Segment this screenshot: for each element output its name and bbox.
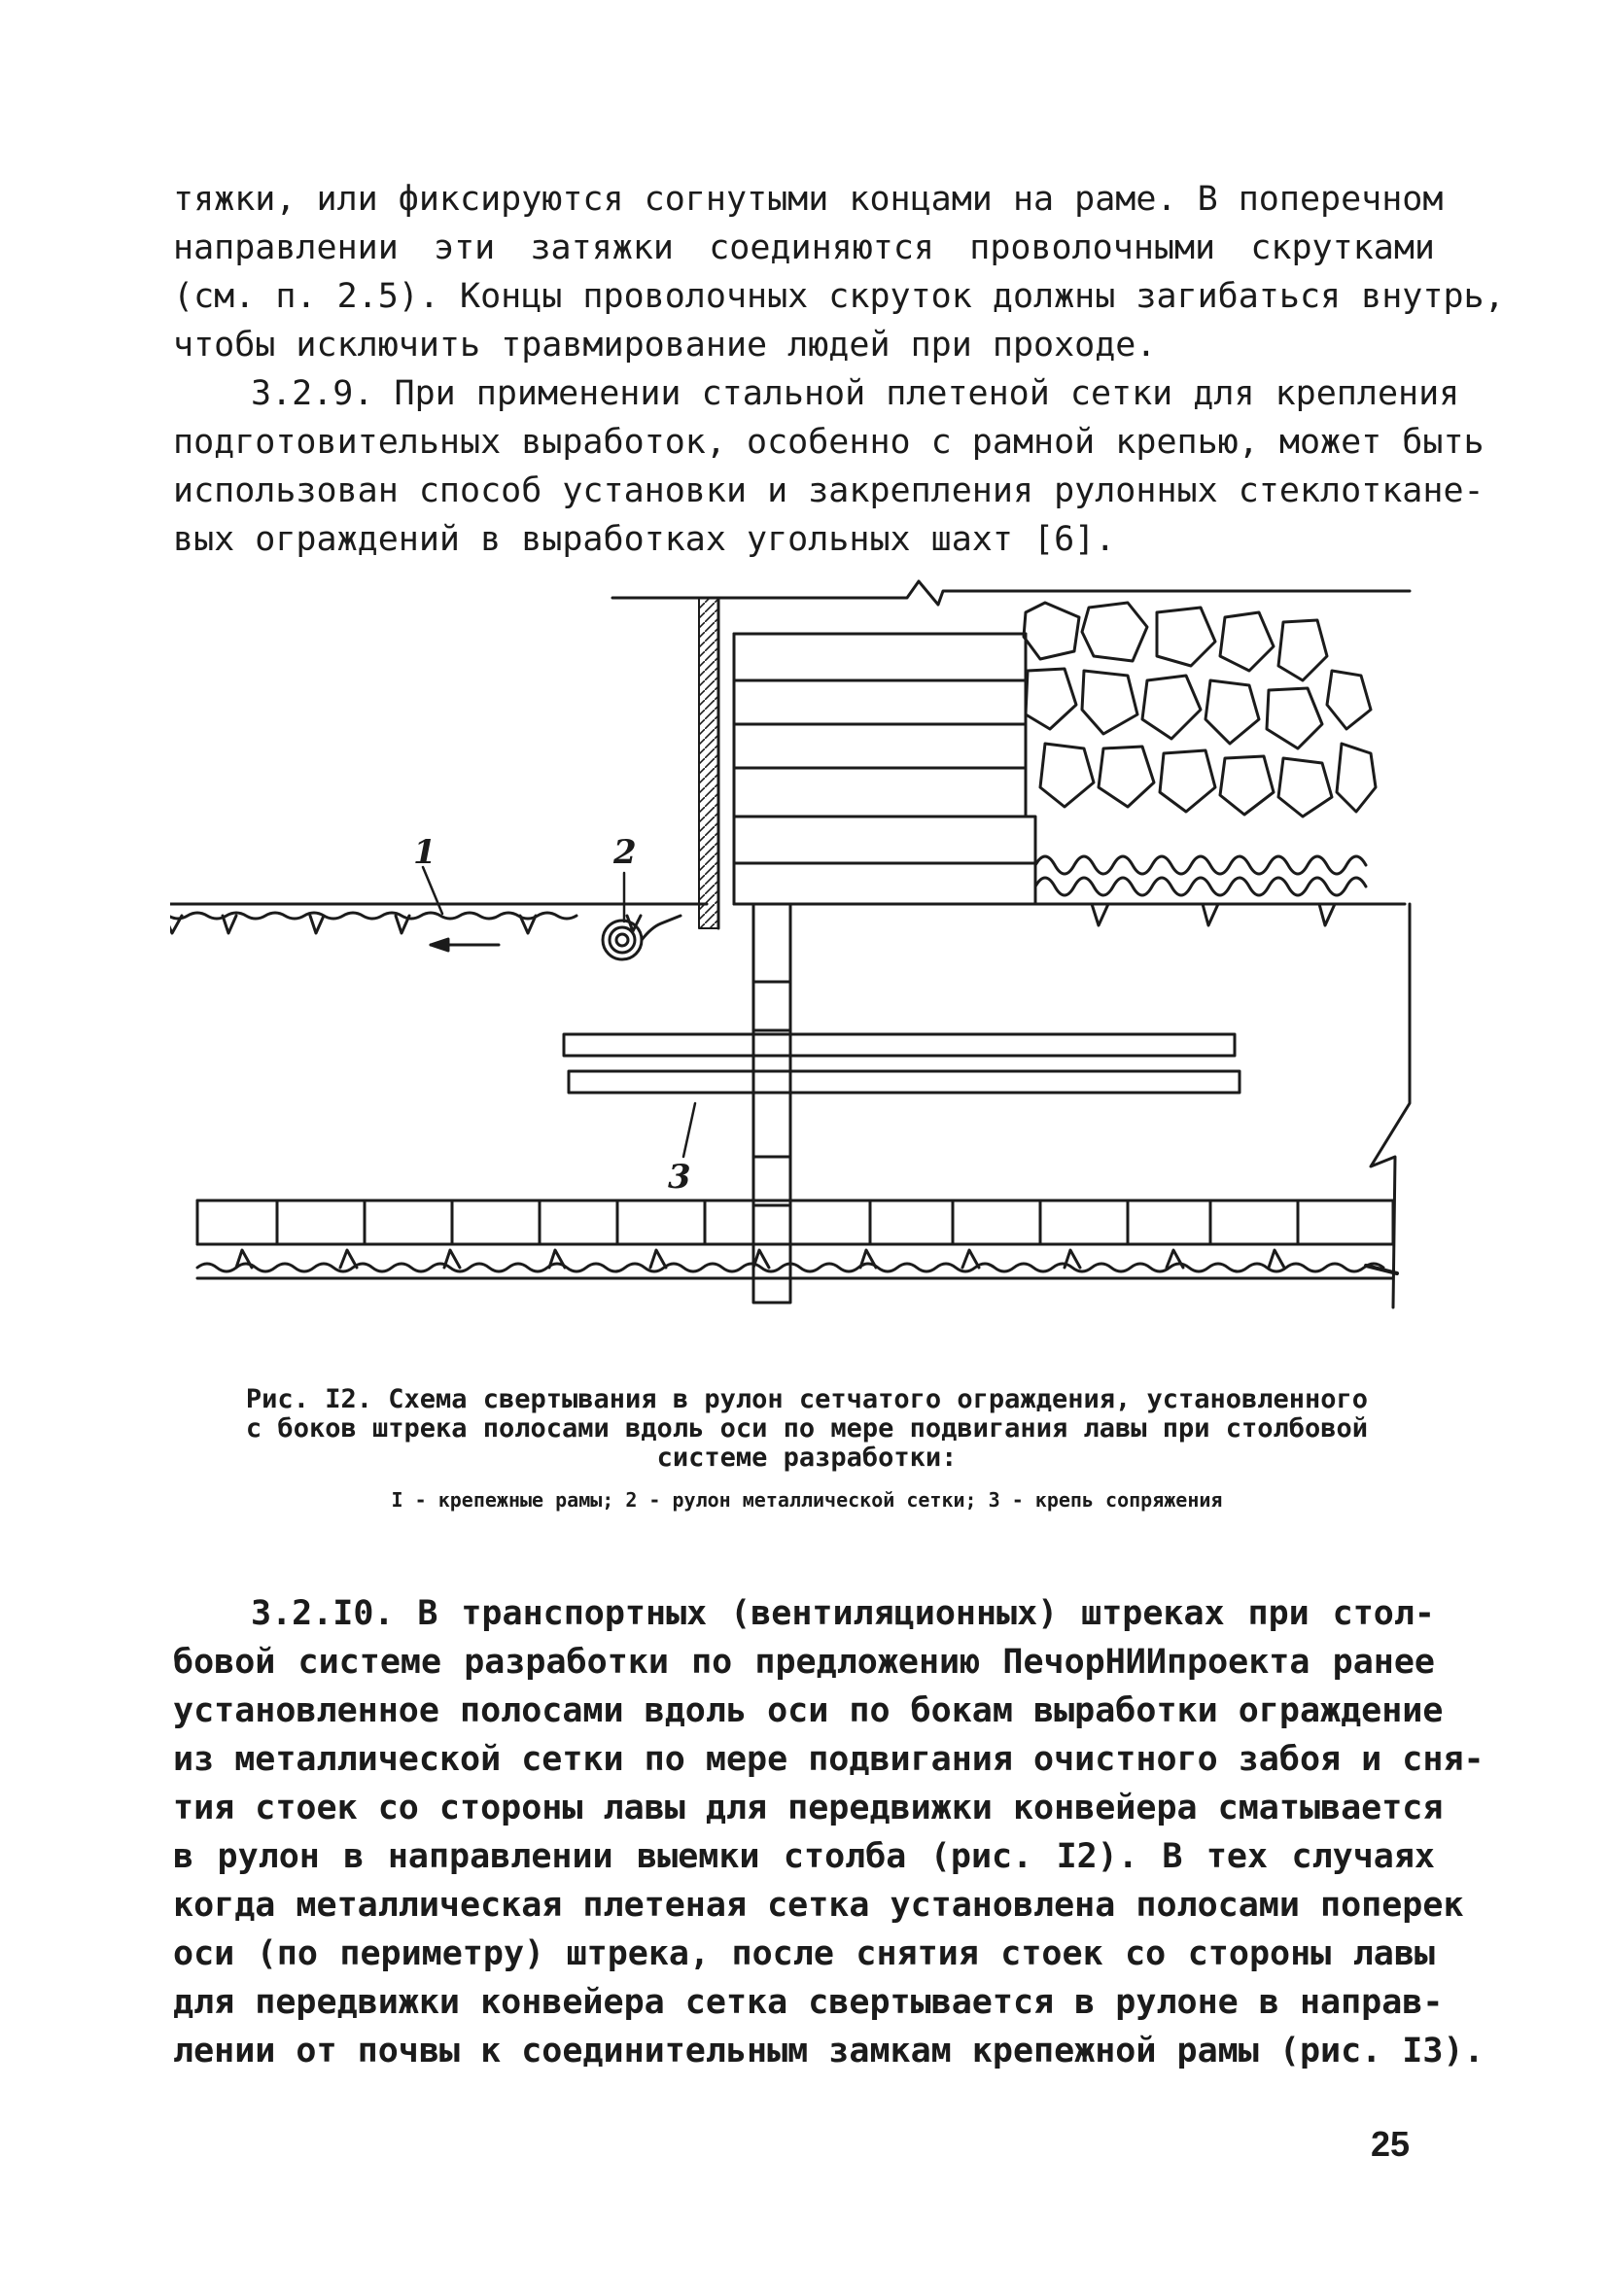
paragraph-line: 3.2.I0. В транспортных (вентиляционных) штреках при стол- bbox=[251, 1594, 1435, 1633]
net-roll bbox=[603, 916, 681, 959]
paragraph-2 bbox=[173, 369, 1485, 564]
paragraph-1 bbox=[173, 175, 1505, 369]
paragraph-line: вых ограждений в выработках угольных шахт [6]. bbox=[173, 520, 1116, 559]
paragraph-line: чтобы исключить травмирование людей при проходе. bbox=[173, 326, 1157, 365]
net-strip-left bbox=[170, 913, 576, 919]
junction-support-beam bbox=[569, 1071, 1240, 1093]
page-number: 25 bbox=[1371, 2124, 1411, 2164]
caption-line: с боков штрека полосами вдоль оси по мере подвигания лавы при столбовой bbox=[245, 1413, 1369, 1444]
frame-lug bbox=[310, 916, 324, 933]
frame-lug bbox=[1203, 904, 1218, 925]
paragraph-line: подготовительных выработок, особенно с рамной крепью, может быть bbox=[173, 423, 1485, 462]
figure-label-3: 3 bbox=[668, 1158, 691, 1197]
hatched-wall bbox=[699, 598, 718, 928]
figure-legend: I - крепежные рамы; 2 - рулон металлической сетки; 3 - крепь сопряжения bbox=[391, 1488, 1223, 1512]
frame-lug bbox=[962, 1250, 979, 1268]
paragraph-line: лении от почвы к соединительным замкам крепежной рамы (рис. I3). bbox=[173, 2032, 1485, 2070]
frame-lug bbox=[396, 916, 409, 933]
paragraph-line: установленное полосами вдоль оси по бокам выработки ограждение bbox=[173, 1691, 1444, 1730]
frame-lug bbox=[223, 916, 236, 933]
roof-line bbox=[612, 581, 1410, 605]
floor-bricks bbox=[197, 1200, 1393, 1244]
paragraph-line: оси (по периметру) штрека, после снятия стоек со стороны лавы bbox=[173, 1934, 1435, 1973]
paragraph-line: тяжки, или фиксируются согнутыми концами на раме. В поперечном bbox=[173, 180, 1444, 219]
caption-line: системе разработки: bbox=[656, 1443, 958, 1473]
frame-lug bbox=[1319, 904, 1335, 925]
frame-lug bbox=[650, 1250, 666, 1268]
timber-chock bbox=[734, 634, 1405, 904]
paragraph-line: 3.2.9. При применении стальной плетеной сетки для крепления bbox=[251, 374, 1460, 413]
frame-lug bbox=[1065, 1250, 1080, 1268]
paragraph-line: когда металлическая плетеная сетка установлена полосами поперек bbox=[173, 1886, 1464, 1925]
junction-support-beam bbox=[564, 1034, 1235, 1056]
figure-label-1: 1 bbox=[413, 833, 437, 872]
frame-lug bbox=[1269, 1250, 1284, 1268]
break-line-right bbox=[1371, 904, 1410, 1307]
frame-lug bbox=[444, 1250, 460, 1268]
paragraph-line: бовой системе разработки по предложению ПечорНИИпроекта ранее bbox=[173, 1643, 1435, 1682]
paragraph-line: тия стоек со стороны лавы для передвижки конвейера сматывается bbox=[173, 1789, 1444, 1827]
paragraph-3 bbox=[173, 1589, 1485, 2075]
goaf-net-coil bbox=[1035, 856, 1366, 874]
frame-lug bbox=[340, 1250, 357, 1268]
figure-caption bbox=[175, 1385, 1439, 1473]
paragraph-line: в рулон в направлении выемки столба (рис. I2). В тех случаях bbox=[173, 1837, 1435, 1876]
goaf-rubble bbox=[1024, 603, 1376, 817]
figure-12-diagram bbox=[170, 574, 1434, 1312]
frame-lug bbox=[753, 1250, 769, 1268]
paragraph-line: из металлической сетки по мере подвигания очистного забоя и сня- bbox=[173, 1740, 1485, 1779]
figure-label-2: 2 bbox=[613, 833, 637, 872]
paragraph-line: направлении эти затяжки соединяются проволочными скрутками bbox=[173, 228, 1435, 267]
paragraph-line: (см. п. 2.5). Концы проволочных скруток должны загибаться внутрь, bbox=[173, 277, 1505, 316]
caption-line: Рис. I2. Схема свертывания в рулон сетчатого ограждения, установленного bbox=[245, 1384, 1369, 1414]
paragraph-line: использован способ установки и закрепления рулонных стеклоткане- bbox=[173, 471, 1485, 510]
paragraph-line: для передвижки конвейера сетка свертывается в рулоне в направ- bbox=[173, 1983, 1444, 2022]
frame-lug bbox=[1092, 904, 1108, 925]
